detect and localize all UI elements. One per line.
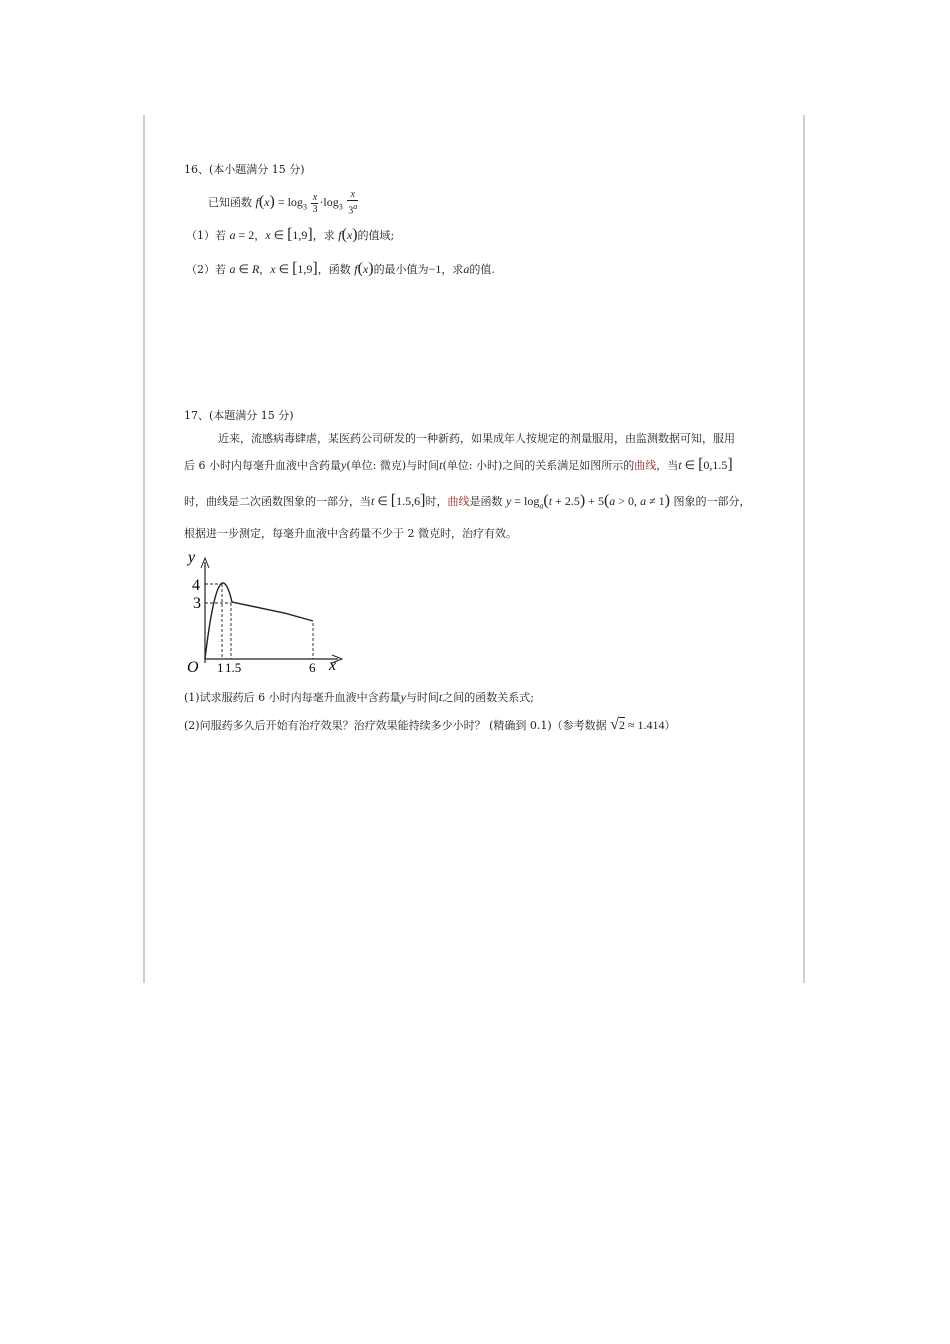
q17-line4: 根据进一步测定，每毫升血液中含药量不少于 2 微克时，治疗有效。 <box>184 527 517 540</box>
q16-function-definition: 已知函数 $f(x) = \log_3$ $\frac{x}{3}$ $\cdot\log_3$ $\frac{x}{3^a}$ <box>208 189 358 217</box>
page-border-right <box>803 115 805 983</box>
x-tick-label-6: 6 <box>309 660 316 675</box>
q17-line3: 时，曲线是二次函数图象的一部分，当t ∈ [1.5,6]时，曲线是函数 $y = \log_a(t + 2.5) + 5(a > 0$, a ≠ 1) 图象的一部分， <box>184 492 751 511</box>
fraction-x-over-3: $\frac{x}{3}$ <box>312 191 318 215</box>
x-tick-label-1: 1 <box>217 660 224 675</box>
q17-part2: (2)问服药多久后开始有治疗效果？治疗效果能持续多少小时？ (精确到 0.1)（参考数据 √2 ≈ 1.414） <box>184 716 676 733</box>
y-axis-label: y <box>188 549 196 566</box>
concentration-curve <box>205 583 313 659</box>
q17-line2: 后 6 小时内每毫升血液中含药量y(单位: 微克)与时间t(单位: 小时)之间的关系满足如图所示的曲线，当t ∈ [0,1.5] <box>184 456 733 473</box>
page-border-left <box>143 115 145 983</box>
y-tick-label-3: 3 <box>193 595 201 612</box>
x-tick-label-1-5: 1.5 <box>225 660 242 675</box>
origin-label: O <box>187 659 199 676</box>
q16-intro: 已知函数 <box>208 196 252 209</box>
fraction-x-over-3a: $\frac{x}{3^a}$ <box>348 189 358 217</box>
y-tick-label-4: 4 <box>192 577 200 594</box>
q16-part2: （2）若 a ∈ R，x ∈ [1,9]，函数 f(x)的最小值为−1，求a的值. <box>186 260 495 277</box>
q17-header: 17、(本题满分 15 分) <box>184 409 294 422</box>
q17-line1: 近来，流感病毒肆虐，某医药公司研发的一种新药，如果成年人按规定的剂量服用，由监测数据可知，服用 <box>218 432 735 445</box>
y-axis <box>201 558 209 663</box>
x-axis-label: x <box>329 657 337 674</box>
q17-part1: (1)试求服药后 6 小时内每毫升血液中含药量y与时间t之间的函数关系式; <box>184 690 534 704</box>
guide-lines <box>205 584 313 659</box>
sqrt-two: √2 ≈ 1.414 <box>610 716 665 733</box>
q16-part1: （1）若 a = 2，x ∈ [1,9]，求 f(x)的值域; <box>186 226 395 243</box>
drug-concentration-graph <box>178 548 348 678</box>
q16-header: 16、(本小题满分 15 分) <box>184 163 305 176</box>
